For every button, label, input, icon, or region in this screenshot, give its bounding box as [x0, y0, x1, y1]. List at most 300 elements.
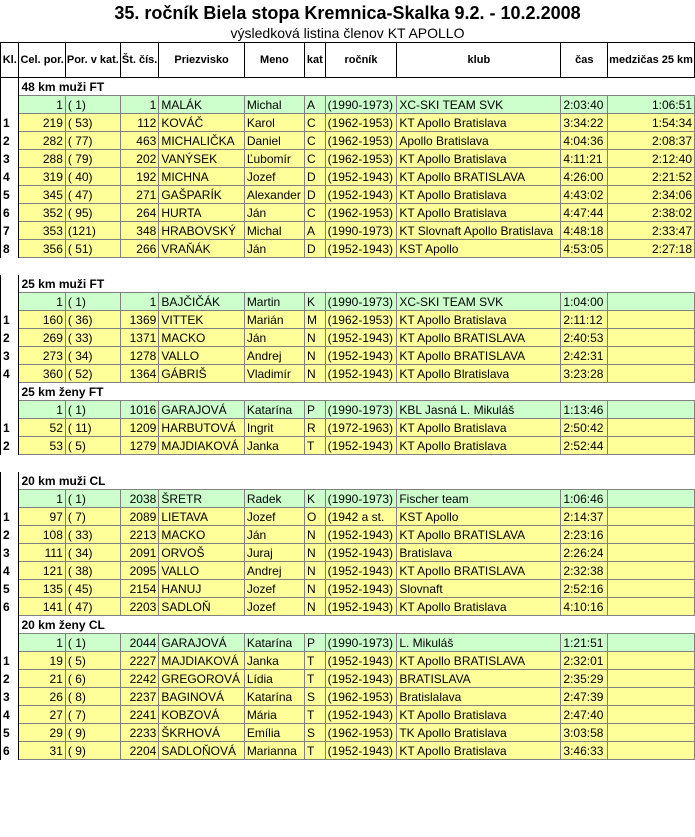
cell-medzicas: [608, 329, 695, 347]
section-header: [1, 383, 695, 401]
cell-rocnik: (1952-1943): [325, 347, 397, 365]
cell-rocnik: (1952-1943): [325, 437, 397, 455]
cell-st-cis: 2089: [120, 508, 158, 526]
cell-cas: 2:26:24: [561, 544, 608, 562]
cell-kat: A: [304, 222, 325, 240]
cell-rocnik: (1962-1953): [325, 204, 397, 222]
cell-cas: 4:11:21: [561, 150, 608, 168]
cell-por-v-kat: ( 40): [65, 168, 120, 186]
cell-st-cis: 2237: [120, 688, 158, 706]
cell-st-cis: 2233: [120, 724, 158, 742]
cell-st-cis: 348: [120, 222, 158, 240]
cell-kl: 2: [1, 670, 19, 688]
cell-medzicas: 1:54:34: [608, 114, 695, 132]
cell-kat: K: [304, 490, 325, 508]
result-row: [1, 580, 695, 598]
cell-priezvisko: VANÝSEK: [159, 150, 244, 168]
cell-cel-por: 352: [19, 204, 65, 222]
cell-st-cis: 2154: [120, 580, 158, 598]
cell-klub: KT Apollo BRATISLAVA: [397, 562, 561, 580]
cell-priezvisko: HANUJ: [159, 580, 244, 598]
cell-kat: C: [304, 132, 325, 150]
cell-meno: Janka: [244, 652, 304, 670]
cell-priezvisko: ŠRETR: [159, 490, 244, 508]
cell-cel-por: 19: [19, 652, 65, 670]
cell-cel-por: 356: [19, 240, 65, 258]
cell-kat: T: [304, 437, 325, 455]
cell-meno: Ján: [244, 526, 304, 544]
cell-medzicas: 2:27:18: [608, 240, 695, 258]
cell-kat: N: [304, 347, 325, 365]
header-row: [1, 43, 695, 78]
cell-priezvisko: SADLOŇOVÁ: [159, 742, 244, 760]
result-row: [1, 329, 695, 347]
cell-kat: D: [304, 186, 325, 204]
cell-meno: Martin: [244, 293, 304, 311]
cell-kat: T: [304, 652, 325, 670]
result-row: [1, 598, 695, 616]
section-header: [1, 78, 695, 96]
cell-rocnik: (1952-1943): [325, 562, 397, 580]
cell-por-v-kat: ( 53): [65, 114, 120, 132]
cell-rocnik: (1990-1973): [325, 634, 397, 652]
cell-st-cis: 1278: [120, 347, 158, 365]
cell-meno: Ján: [244, 329, 304, 347]
cell-medzicas: [608, 598, 695, 616]
cell-medzicas: 2:33:47: [608, 222, 695, 240]
cell-meno: Juraj: [244, 544, 304, 562]
cell-priezvisko: HRABOVSKÝ: [159, 222, 244, 240]
cell-medzicas: 2:34:06: [608, 186, 695, 204]
cell-priezvisko: HARBUTOVÁ: [159, 419, 244, 437]
cell-cel-por: 1: [19, 634, 65, 652]
cell-cel-por: 121: [19, 562, 65, 580]
header-cel-por: Cel. por.: [19, 43, 65, 78]
cell-rocnik: (1990-1973): [325, 490, 397, 508]
cell-meno: Mária: [244, 706, 304, 724]
cell-por-v-kat: ( 34): [65, 347, 120, 365]
cell-medzicas: [608, 401, 695, 419]
cell-klub: KT Slovnaft Apollo Bratislava: [397, 222, 561, 240]
cell-rocnik: (1962-1953): [325, 114, 397, 132]
result-row: [1, 706, 695, 724]
cell-medzicas: [608, 652, 695, 670]
cell-rocnik: (1942 a st.: [325, 508, 397, 526]
result-row: [1, 365, 695, 383]
cell-rocnik: (1962-1953): [325, 132, 397, 150]
cell-por-v-kat: ( 47): [65, 598, 120, 616]
cell-medzicas: 2:21:52: [608, 168, 695, 186]
cell-rocnik: (1952-1943): [325, 598, 397, 616]
cell-cel-por: 111: [19, 544, 65, 562]
cell-meno: Alexander: [244, 186, 304, 204]
cell-meno: Emília: [244, 724, 304, 742]
results-table: [0, 42, 695, 760]
cell-por-v-kat: ( 11): [65, 419, 120, 437]
cell-por-v-kat: ( 1): [65, 634, 120, 652]
cell-cel-por: 97: [19, 508, 65, 526]
cell-por-v-kat: ( 33): [65, 526, 120, 544]
cell-por-v-kat: ( 7): [65, 706, 120, 724]
cell-kat: D: [304, 168, 325, 186]
cell-st-cis: 271: [120, 186, 158, 204]
cell-cas: 1:04:00: [561, 293, 608, 311]
result-row: [1, 419, 695, 437]
cell-rocnik: (1952-1943): [325, 742, 397, 760]
cell-klub: BRATISLAVA: [397, 670, 561, 688]
cell-kl: 6: [1, 742, 19, 760]
cell-kl: 3: [1, 544, 19, 562]
result-row: [1, 544, 695, 562]
cell-kat: D: [304, 240, 325, 258]
section-header: [1, 616, 695, 634]
cell-kl: [1, 293, 19, 311]
cell-st-cis: 264: [120, 204, 158, 222]
cell-rocnik: (1952-1943): [325, 670, 397, 688]
cell-cel-por: 141: [19, 598, 65, 616]
result-row: [1, 204, 695, 222]
header-rocnik: ročník: [325, 43, 397, 78]
cell-priezvisko: VALLO: [159, 347, 244, 365]
cell-st-cis: 2038: [120, 490, 158, 508]
cell-klub: TK Apollo Bratislava: [397, 724, 561, 742]
cell-medzicas: [608, 419, 695, 437]
cell-meno: Marianna: [244, 742, 304, 760]
cell-kat: O: [304, 508, 325, 526]
cell-st-cis: 2242: [120, 670, 158, 688]
section-title: 25 km ženy FT: [19, 383, 695, 401]
cell-meno: Jozef: [244, 580, 304, 598]
cell-kat: C: [304, 114, 325, 132]
cell-priezvisko: MAJDIAKOVÁ: [159, 652, 244, 670]
cell-klub: KT Apollo Bratislava: [397, 706, 561, 724]
cell-por-v-kat: ( 95): [65, 204, 120, 222]
cell-kat: P: [304, 634, 325, 652]
cell-priezvisko: GÁBRIŠ: [159, 365, 244, 383]
result-row: [1, 652, 695, 670]
cell-cas: 1:21:51: [561, 634, 608, 652]
cell-kl: 1: [1, 652, 19, 670]
cell-kl: 6: [1, 204, 19, 222]
winner-row: [1, 96, 695, 114]
cell-rocnik: (1952-1943): [325, 329, 397, 347]
cell-cas: 2:03:40: [561, 96, 608, 114]
cell-meno: Janka: [244, 437, 304, 455]
header-klub: klub: [397, 43, 561, 78]
cell-meno: Ján: [244, 240, 304, 258]
cell-meno: Katarína: [244, 401, 304, 419]
cell-kl: 5: [1, 580, 19, 598]
cell-meno: Karol: [244, 114, 304, 132]
cell-st-cis: 1279: [120, 437, 158, 455]
cell-kat: N: [304, 526, 325, 544]
cell-cel-por: 269: [19, 329, 65, 347]
cell-medzicas: [608, 688, 695, 706]
result-row: [1, 347, 695, 365]
cell-medzicas: [608, 311, 695, 329]
section-title: 48 km muži FT: [19, 78, 695, 96]
cell-medzicas: 2:38:02: [608, 204, 695, 222]
cell-meno: Jozef: [244, 168, 304, 186]
cell-cel-por: 21: [19, 670, 65, 688]
cell-por-v-kat: (121): [65, 222, 120, 240]
cell-rocnik: (1990-1973): [325, 222, 397, 240]
cell-medzicas: [608, 347, 695, 365]
cell-por-v-kat: ( 5): [65, 652, 120, 670]
cell-por-v-kat: ( 79): [65, 150, 120, 168]
result-row: [1, 437, 695, 455]
cell-cel-por: 135: [19, 580, 65, 598]
cell-kl: 2: [1, 329, 19, 347]
cell-rocnik: (1952-1943): [325, 580, 397, 598]
cell-meno: Michal: [244, 222, 304, 240]
page-subtitle: výsledková listina členov KT APOLLO: [230, 25, 465, 41]
winner-row: [1, 634, 695, 652]
cell-cel-por: 52: [19, 419, 65, 437]
cell-priezvisko: LIETAVA: [159, 508, 244, 526]
cell-meno: Jozef: [244, 508, 304, 526]
result-row: [1, 562, 695, 580]
page-title: 35. ročník Biela stopa Kremnica-Skalka 9.2. - 10.2.2008: [114, 3, 581, 23]
cell-cas: 2:35:29: [561, 670, 608, 688]
cell-cas: 2:40:53: [561, 329, 608, 347]
cell-cel-por: 353: [19, 222, 65, 240]
cell-cas: 2:14:37: [561, 508, 608, 526]
cell-rocnik: (1952-1943): [325, 652, 397, 670]
section-header: [1, 472, 695, 490]
cell-kl: [1, 490, 19, 508]
cell-st-cis: 1364: [120, 365, 158, 383]
cell-priezvisko: MALÁK: [159, 96, 244, 114]
result-row: [1, 114, 695, 132]
cell-rocnik: (1972-1963): [325, 419, 397, 437]
cell-cel-por: 108: [19, 526, 65, 544]
cell-meno: Marián: [244, 311, 304, 329]
cell-medzicas: [608, 580, 695, 598]
cell-cas: 3:03:58: [561, 724, 608, 742]
cell-kat: C: [304, 204, 325, 222]
cell-st-cis: 1369: [120, 311, 158, 329]
cell-kl: 1: [1, 311, 19, 329]
cell-klub: KT Apollo BRATISLAVA: [397, 347, 561, 365]
cell-st-cis: 112: [120, 114, 158, 132]
cell-kl: 1: [1, 419, 19, 437]
cell-klub: KT Apollo Bratislava: [397, 204, 561, 222]
cell-st-cis: 2203: [120, 598, 158, 616]
cell-klub: KT Apollo Bratislava: [397, 437, 561, 455]
cell-medzicas: [608, 670, 695, 688]
cell-rocnik: (1952-1943): [325, 168, 397, 186]
cell-cas: 4:48:18: [561, 222, 608, 240]
cell-priezvisko: MICHALIČKA: [159, 132, 244, 150]
cell-klub: KT Apollo Bratislava: [397, 150, 561, 168]
cell-por-v-kat: ( 1): [65, 490, 120, 508]
cell-cel-por: 26: [19, 688, 65, 706]
cell-kl: [1, 401, 19, 419]
result-row: [1, 724, 695, 742]
header-medzicas: medzičas 25 km: [608, 43, 695, 78]
cell-priezvisko: KOBZOVÁ: [159, 706, 244, 724]
cell-medzicas: [608, 724, 695, 742]
cell-klub: KT Apollo Bratislava: [397, 598, 561, 616]
cell-cas: 4:26:00: [561, 168, 608, 186]
cell-por-v-kat: ( 36): [65, 311, 120, 329]
cell-priezvisko: MAJDIAKOVÁ: [159, 437, 244, 455]
cell-klub: KT Apollo Bratislava: [397, 419, 561, 437]
result-row: [1, 742, 695, 760]
cell-cas: 2:47:39: [561, 688, 608, 706]
cell-kat: N: [304, 544, 325, 562]
cell-cas: 2:42:31: [561, 347, 608, 365]
result-row: [1, 222, 695, 240]
cell-cas: 4:47:44: [561, 204, 608, 222]
cell-rocnik: (1990-1973): [325, 96, 397, 114]
header-priezvisko: Priezvisko: [159, 43, 244, 78]
cell-cel-por: 160: [19, 311, 65, 329]
cell-kat: K: [304, 293, 325, 311]
cell-meno: Vladimír: [244, 365, 304, 383]
cell-st-cis: 192: [120, 168, 158, 186]
cell-por-v-kat: ( 7): [65, 508, 120, 526]
cell-medzicas: 2:12:40: [608, 150, 695, 168]
cell-meno: Michal: [244, 96, 304, 114]
cell-kat: T: [304, 670, 325, 688]
cell-cas: 2:23:16: [561, 526, 608, 544]
cell-priezvisko: MACKO: [159, 526, 244, 544]
cell-cas: 2:52:16: [561, 580, 608, 598]
cell-kl: 4: [1, 168, 19, 186]
cell-cel-por: 345: [19, 186, 65, 204]
cell-st-cis: 2227: [120, 652, 158, 670]
cell-kat: N: [304, 329, 325, 347]
cell-st-cis: 1209: [120, 419, 158, 437]
cell-st-cis: 2213: [120, 526, 158, 544]
result-row: [1, 168, 695, 186]
cell-cas: 2:32:01: [561, 652, 608, 670]
cell-priezvisko: GARAJOVÁ: [159, 401, 244, 419]
cell-priezvisko: VITTEK: [159, 311, 244, 329]
cell-klub: Fischer team: [397, 490, 561, 508]
header-st-cis: Št. čís.: [120, 43, 158, 78]
cell-meno: Katarína: [244, 634, 304, 652]
cell-kl: 4: [1, 365, 19, 383]
cell-priezvisko: GREGOROVÁ: [159, 670, 244, 688]
cell-rocnik: (1990-1973): [325, 401, 397, 419]
cell-por-v-kat: ( 9): [65, 724, 120, 742]
cell-por-v-kat: ( 1): [65, 293, 120, 311]
cell-priezvisko: VRAŇÁK: [159, 240, 244, 258]
cell-meno: Katarína: [244, 688, 304, 706]
cell-kl: 5: [1, 724, 19, 742]
cell-kl: 1: [1, 114, 19, 132]
cell-medzicas: [608, 490, 695, 508]
cell-kat: S: [304, 688, 325, 706]
cell-rocnik: (1962-1953): [325, 150, 397, 168]
cell-klub: KT Apollo BRATISLAVA: [397, 168, 561, 186]
cell-por-v-kat: ( 33): [65, 329, 120, 347]
cell-kat: C: [304, 150, 325, 168]
cell-priezvisko: ŠKRHOVÁ: [159, 724, 244, 742]
cell-klub: Apollo Bratislava: [397, 132, 561, 150]
cell-por-v-kat: ( 8): [65, 688, 120, 706]
cell-kat: A: [304, 96, 325, 114]
cell-priezvisko: GARAJOVÁ: [159, 634, 244, 652]
cell-klub: Slovnaft: [397, 580, 561, 598]
section-spacer: [1, 258, 695, 276]
cell-meno: Ingrit: [244, 419, 304, 437]
cell-por-v-kat: ( 6): [65, 670, 120, 688]
cell-cel-por: 360: [19, 365, 65, 383]
result-row: [1, 688, 695, 706]
header-cas: čas: [561, 43, 608, 78]
cell-st-cis: 2095: [120, 562, 158, 580]
cell-klub: KT Apollo Bratislava: [397, 742, 561, 760]
cell-kl: 3: [1, 347, 19, 365]
cell-medzicas: [608, 508, 695, 526]
cell-st-cis: 2204: [120, 742, 158, 760]
cell-kat: P: [304, 401, 325, 419]
cell-priezvisko: VALLO: [159, 562, 244, 580]
cell-por-v-kat: ( 51): [65, 240, 120, 258]
cell-priezvisko: HURTA: [159, 204, 244, 222]
winner-row: [1, 401, 695, 419]
cell-cel-por: 1: [19, 490, 65, 508]
cell-por-v-kat: ( 5): [65, 437, 120, 455]
cell-medzicas: [608, 544, 695, 562]
cell-klub: KBL Jasná L. Mikuláš: [397, 401, 561, 419]
cell-kl: [1, 96, 19, 114]
cell-priezvisko: MACKO: [159, 329, 244, 347]
section-spacer: [1, 455, 695, 473]
cell-rocnik: (1952-1943): [325, 186, 397, 204]
cell-medzicas: [608, 742, 695, 760]
cell-por-v-kat: ( 47): [65, 186, 120, 204]
cell-meno: Lídia: [244, 670, 304, 688]
cell-cel-por: 31: [19, 742, 65, 760]
cell-medzicas: [608, 562, 695, 580]
cell-cel-por: 29: [19, 724, 65, 742]
cell-por-v-kat: ( 9): [65, 742, 120, 760]
result-row: [1, 508, 695, 526]
cell-medzicas: [608, 634, 695, 652]
cell-cas: 3:23:28: [561, 365, 608, 383]
header-meno: Meno: [244, 43, 304, 78]
cell-klub: KT Apollo BRATISLAVA: [397, 652, 561, 670]
cell-kat: T: [304, 742, 325, 760]
cell-klub: Bratislava: [397, 544, 561, 562]
cell-klub: Bratislalava: [397, 688, 561, 706]
cell-kl: 3: [1, 150, 19, 168]
cell-kl: 2: [1, 526, 19, 544]
cell-rocnik: (1952-1943): [325, 240, 397, 258]
cell-cel-por: 288: [19, 150, 65, 168]
cell-por-v-kat: ( 34): [65, 544, 120, 562]
cell-rocnik: (1952-1943): [325, 526, 397, 544]
section-title: 20 km ženy CL: [19, 616, 695, 634]
header-kat: kat: [304, 43, 325, 78]
cell-cas: 4:43:02: [561, 186, 608, 204]
cell-kl: 4: [1, 562, 19, 580]
cell-cas: 3:46:33: [561, 742, 608, 760]
cell-cel-por: 282: [19, 132, 65, 150]
cell-st-cis: 266: [120, 240, 158, 258]
cell-kl: 2: [1, 437, 19, 455]
cell-cas: 2:52:44: [561, 437, 608, 455]
cell-kl: [1, 634, 19, 652]
cell-st-cis: 1: [120, 96, 158, 114]
cell-rocnik: (1952-1943): [325, 365, 397, 383]
cell-klub: KT Apollo BRATISLAVA: [397, 526, 561, 544]
